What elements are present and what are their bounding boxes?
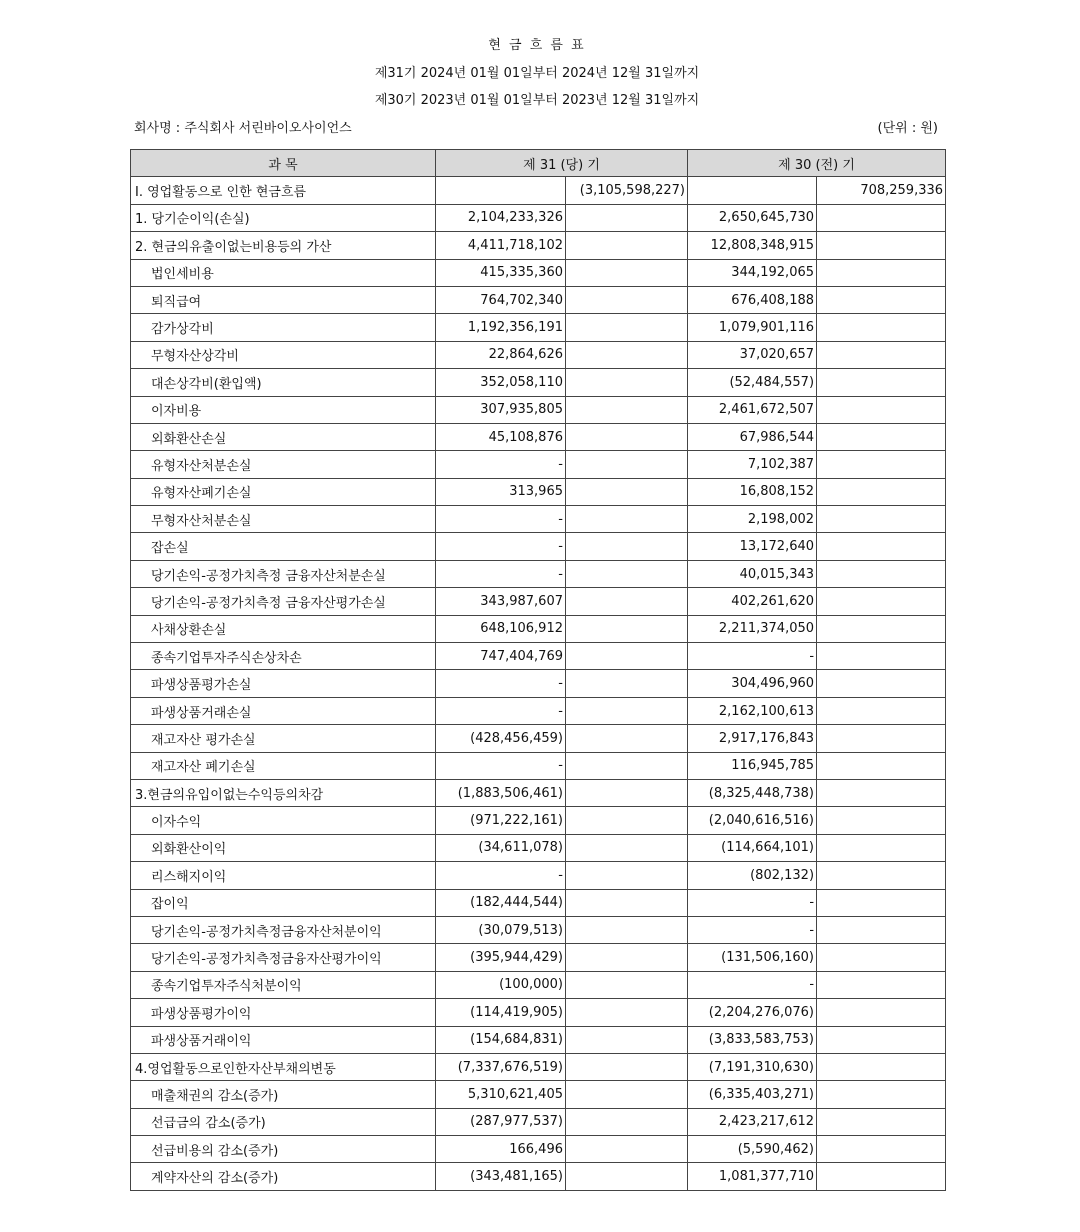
prior-total-amount-cell: 708,259,336: [817, 177, 946, 204]
prior-detail-amount-cell: 12,808,348,915: [688, 232, 817, 259]
table-row: [131, 1026, 946, 1053]
table-row: [131, 1136, 946, 1163]
table-row: [131, 999, 946, 1026]
prior-detail-amount-cell: (7,191,310,630): [688, 1053, 817, 1080]
table-row: [131, 1163, 946, 1190]
prior-detail-amount-cell: 37,020,657: [688, 341, 817, 368]
current-total-amount-cell: [566, 588, 688, 615]
current-total-amount-cell: [566, 1081, 688, 1108]
account-name-cell: 선급비용의 감소(증가): [131, 1136, 436, 1163]
current-total-amount-cell: [566, 506, 688, 533]
current-total-amount-cell: [566, 1136, 688, 1163]
account-name-cell: I. 영업활동으로 인한 현금흐름: [131, 177, 436, 204]
current-total-amount-cell: [566, 615, 688, 642]
table-row: [131, 834, 946, 861]
prior-detail-amount-cell: 7,102,387: [688, 451, 817, 478]
prior-total-amount-cell: [817, 478, 946, 505]
prior-detail-amount-cell: 40,015,343: [688, 560, 817, 587]
current-detail-amount-cell: (428,456,459): [436, 725, 566, 752]
current-total-amount-cell: [566, 889, 688, 916]
prior-total-amount-cell: [817, 643, 946, 670]
statement-title: 현 금 흐 름 표: [488, 38, 586, 53]
account-name-cell: 감가상각비: [131, 314, 436, 341]
current-total-amount-cell: [566, 862, 688, 889]
account-name-cell: 당기손익-공정가치측정금융자산처분이익: [131, 916, 436, 943]
current-detail-amount-cell: 764,702,340: [436, 286, 566, 313]
current-detail-amount-cell: 4,411,718,102: [436, 232, 566, 259]
column-header-prior-period: 제 30 (전) 기: [688, 150, 946, 177]
prior-detail-amount-cell: 2,917,176,843: [688, 725, 817, 752]
prior-detail-amount-cell: (52,484,557): [688, 369, 817, 396]
prior-total-amount-cell: [817, 423, 946, 450]
table-row: [131, 725, 946, 752]
current-total-amount-cell: [566, 396, 688, 423]
account-name-cell: 사채상환손실: [131, 615, 436, 642]
table-row: [131, 1108, 946, 1135]
current-total-amount-cell: [566, 1053, 688, 1080]
table-body: [131, 177, 946, 1190]
table-row: [131, 1053, 946, 1080]
prior-total-amount-cell: [817, 999, 946, 1026]
current-total-amount-cell: [566, 971, 688, 998]
prior-detail-amount-cell: 2,461,672,507: [688, 396, 817, 423]
table-row: [131, 369, 946, 396]
prior-detail-amount-cell: 16,808,152: [688, 478, 817, 505]
account-name-cell: 잡이익: [131, 889, 436, 916]
prior-detail-amount-cell: 13,172,640: [688, 533, 817, 560]
current-total-amount-cell: [566, 916, 688, 943]
account-name-cell: 4.영업활동으로인한자산부채의변동: [131, 1053, 436, 1080]
table-header-row: [131, 150, 946, 177]
prior-detail-amount-cell: (3,833,583,753): [688, 1026, 817, 1053]
current-total-amount-cell: [566, 670, 688, 697]
period-current: 제31기 2024년 01월 01일부터 2024년 12월 31일까지: [374, 66, 700, 81]
prior-total-amount-cell: [817, 314, 946, 341]
table-row: [131, 560, 946, 587]
prior-detail-amount-cell: -: [688, 889, 817, 916]
prior-total-amount-cell: [817, 396, 946, 423]
prior-total-amount-cell: [817, 259, 946, 286]
table-row: [131, 314, 946, 341]
column-header-current-period: 제 31 (당) 기: [436, 150, 688, 177]
prior-detail-amount-cell: 402,261,620: [688, 588, 817, 615]
current-detail-amount-cell: -: [436, 670, 566, 697]
current-detail-amount-cell: 747,404,769: [436, 643, 566, 670]
current-total-amount-cell: [566, 232, 688, 259]
current-detail-amount-cell: -: [436, 752, 566, 779]
column-header-account: 과 목: [131, 150, 436, 177]
current-detail-amount-cell: (7,337,676,519): [436, 1053, 566, 1080]
current-total-amount-cell: [566, 478, 688, 505]
prior-detail-amount-cell: -: [688, 643, 817, 670]
current-total-amount-cell: [566, 999, 688, 1026]
table-row: [131, 862, 946, 889]
current-total-amount-cell: [566, 451, 688, 478]
company-name: 회사명 : 주식회사 서린바이오사이언스: [134, 121, 352, 136]
account-name-cell: 유형자산처분손실: [131, 451, 436, 478]
current-detail-amount-cell: -: [436, 506, 566, 533]
current-total-amount-cell: [566, 204, 688, 231]
prior-total-amount-cell: [817, 752, 946, 779]
table-row: [131, 177, 946, 204]
prior-detail-amount-cell: (114,664,101): [688, 834, 817, 861]
prior-total-amount-cell: [817, 588, 946, 615]
prior-detail-amount-cell: 676,408,188: [688, 286, 817, 313]
current-total-amount-cell: [566, 807, 688, 834]
period-prior: 제30기 2023년 01월 01일부터 2023년 12월 31일까지: [374, 93, 700, 108]
current-total-amount-cell: [566, 533, 688, 560]
current-detail-amount-cell: 313,965: [436, 478, 566, 505]
current-total-amount-cell: [566, 643, 688, 670]
table-row: [131, 588, 946, 615]
account-name-cell: 계약자산의 감소(증가): [131, 1163, 436, 1190]
account-name-cell: 1. 당기순이익(손실): [131, 204, 436, 231]
prior-total-amount-cell: [817, 506, 946, 533]
account-name-cell: 파생상품평가이익: [131, 999, 436, 1026]
account-name-cell: 매출채권의 감소(증가): [131, 1081, 436, 1108]
table-row: [131, 1081, 946, 1108]
table-row: [131, 916, 946, 943]
current-detail-amount-cell: (1,883,506,461): [436, 779, 566, 806]
prior-total-amount-cell: [817, 451, 946, 478]
current-detail-amount-cell: 166,496: [436, 1136, 566, 1163]
account-name-cell: 재고자산 폐기손실: [131, 752, 436, 779]
prior-total-amount-cell: [817, 1053, 946, 1080]
table-row: [131, 615, 946, 642]
current-detail-amount-cell: (343,481,165): [436, 1163, 566, 1190]
current-detail-amount-cell: 5,310,621,405: [436, 1081, 566, 1108]
prior-total-amount-cell: [817, 1136, 946, 1163]
prior-detail-amount-cell: -: [688, 916, 817, 943]
current-total-amount-cell: [566, 752, 688, 779]
prior-total-amount-cell: [817, 834, 946, 861]
prior-total-amount-cell: [817, 697, 946, 724]
current-detail-amount-cell: (287,977,537): [436, 1108, 566, 1135]
current-detail-amount-cell: 352,058,110: [436, 369, 566, 396]
table-row: [131, 396, 946, 423]
table-row: [131, 779, 946, 806]
prior-detail-amount-cell: (8,325,448,738): [688, 779, 817, 806]
current-detail-amount-cell: (30,079,513): [436, 916, 566, 943]
prior-total-amount-cell: [817, 670, 946, 697]
prior-detail-amount-cell: 2,423,217,612: [688, 1108, 817, 1135]
current-detail-amount-cell: 45,108,876: [436, 423, 566, 450]
prior-detail-amount-cell: 344,192,065: [688, 259, 817, 286]
current-detail-amount-cell: 648,106,912: [436, 615, 566, 642]
current-detail-amount-cell: (114,419,905): [436, 999, 566, 1026]
prior-total-amount-cell: [817, 944, 946, 971]
table-row: [131, 971, 946, 998]
current-total-amount-cell: [566, 286, 688, 313]
prior-detail-amount-cell: 1,081,377,710: [688, 1163, 817, 1190]
prior-total-amount-cell: [817, 725, 946, 752]
table-row: [131, 478, 946, 505]
account-name-cell: 종속기업투자주식처분이익: [131, 971, 436, 998]
table-row: [131, 807, 946, 834]
prior-total-amount-cell: [817, 341, 946, 368]
account-name-cell: 퇴직급여: [131, 286, 436, 313]
account-name-cell: 당기손익-공정가치측정 금융자산평가손실: [131, 588, 436, 615]
account-name-cell: 외화환산이익: [131, 834, 436, 861]
account-name-cell: 파생상품거래이익: [131, 1026, 436, 1053]
current-detail-amount-cell: (34,611,078): [436, 834, 566, 861]
cash-flow-table: [130, 149, 946, 1191]
account-name-cell: 파생상품거래손실: [131, 697, 436, 724]
account-name-cell: 파생상품평가손실: [131, 670, 436, 697]
prior-detail-amount-cell: 2,211,374,050: [688, 615, 817, 642]
table-row: [131, 286, 946, 313]
prior-total-amount-cell: [817, 779, 946, 806]
current-total-amount-cell: [566, 369, 688, 396]
current-detail-amount-cell: 1,192,356,191: [436, 314, 566, 341]
prior-detail-amount-cell: (5,590,462): [688, 1136, 817, 1163]
prior-detail-amount-cell: (802,132): [688, 862, 817, 889]
prior-total-amount-cell: [817, 916, 946, 943]
current-total-amount-cell: (3,105,598,227): [566, 177, 688, 204]
account-name-cell: 외화환산손실: [131, 423, 436, 450]
account-name-cell: 무형자산처분손실: [131, 506, 436, 533]
prior-total-amount-cell: [817, 533, 946, 560]
current-detail-amount-cell: 343,987,607: [436, 588, 566, 615]
account-name-cell: 재고자산 평가손실: [131, 725, 436, 752]
account-name-cell: 종속기업투자주식손상차손: [131, 643, 436, 670]
current-total-amount-cell: [566, 779, 688, 806]
table-row: [131, 341, 946, 368]
prior-detail-amount-cell: 2,198,002: [688, 506, 817, 533]
current-total-amount-cell: [566, 423, 688, 450]
prior-detail-amount-cell: (131,506,160): [688, 944, 817, 971]
current-total-amount-cell: [566, 834, 688, 861]
current-detail-amount-cell: [436, 177, 566, 204]
current-detail-amount-cell: -: [436, 451, 566, 478]
table-row: [131, 752, 946, 779]
current-total-amount-cell: [566, 259, 688, 286]
prior-detail-amount-cell: (6,335,403,271): [688, 1081, 817, 1108]
account-name-cell: 리스해지이익: [131, 862, 436, 889]
current-total-amount-cell: [566, 725, 688, 752]
prior-detail-amount-cell: [688, 177, 817, 204]
account-name-cell: 무형자산상각비: [131, 341, 436, 368]
table-row: [131, 259, 946, 286]
prior-total-amount-cell: [817, 1026, 946, 1053]
current-detail-amount-cell: -: [436, 533, 566, 560]
table-row: [131, 697, 946, 724]
prior-detail-amount-cell: 2,650,645,730: [688, 204, 817, 231]
current-total-amount-cell: [566, 697, 688, 724]
current-detail-amount-cell: -: [436, 862, 566, 889]
prior-detail-amount-cell: -: [688, 971, 817, 998]
prior-detail-amount-cell: (2,204,276,076): [688, 999, 817, 1026]
prior-total-amount-cell: [817, 204, 946, 231]
currency-unit: (단위 : 원): [877, 121, 938, 136]
current-total-amount-cell: [566, 314, 688, 341]
current-detail-amount-cell: 22,864,626: [436, 341, 566, 368]
account-name-cell: 당기손익-공정가치측정금융자산평가이익: [131, 944, 436, 971]
prior-total-amount-cell: [817, 971, 946, 998]
account-name-cell: 잡손실: [131, 533, 436, 560]
account-name-cell: 대손상각비(환입액): [131, 369, 436, 396]
current-total-amount-cell: [566, 1026, 688, 1053]
prior-total-amount-cell: [817, 286, 946, 313]
current-detail-amount-cell: 415,335,360: [436, 259, 566, 286]
prior-detail-amount-cell: 116,945,785: [688, 752, 817, 779]
prior-total-amount-cell: [817, 862, 946, 889]
table-row: [131, 889, 946, 916]
prior-total-amount-cell: [817, 232, 946, 259]
current-detail-amount-cell: -: [436, 697, 566, 724]
current-detail-amount-cell: (154,684,831): [436, 1026, 566, 1053]
prior-total-amount-cell: [817, 615, 946, 642]
prior-detail-amount-cell: (2,040,616,516): [688, 807, 817, 834]
current-detail-amount-cell: (182,444,544): [436, 889, 566, 916]
table-row: [131, 423, 946, 450]
table-row: [131, 204, 946, 231]
prior-total-amount-cell: [817, 369, 946, 396]
prior-total-amount-cell: [817, 807, 946, 834]
current-detail-amount-cell: -: [436, 560, 566, 587]
account-name-cell: 당기손익-공정가치측정 금융자산처분손실: [131, 560, 436, 587]
table-row: [131, 533, 946, 560]
account-name-cell: 이자비용: [131, 396, 436, 423]
prior-total-amount-cell: [817, 889, 946, 916]
table-row: [131, 506, 946, 533]
account-name-cell: 선급금의 감소(증가): [131, 1108, 436, 1135]
prior-total-amount-cell: [817, 1163, 946, 1190]
account-name-cell: 유형자산폐기손실: [131, 478, 436, 505]
current-detail-amount-cell: (100,000): [436, 971, 566, 998]
prior-total-amount-cell: [817, 1081, 946, 1108]
prior-detail-amount-cell: 304,496,960: [688, 670, 817, 697]
prior-detail-amount-cell: 67,986,544: [688, 423, 817, 450]
account-name-cell: 이자수익: [131, 807, 436, 834]
current-total-amount-cell: [566, 560, 688, 587]
table-row: [131, 451, 946, 478]
prior-total-amount-cell: [817, 1108, 946, 1135]
account-name-cell: 법인세비용: [131, 259, 436, 286]
account-name-cell: 3.현금의유입이없는수익등의차감: [131, 779, 436, 806]
current-detail-amount-cell: 307,935,805: [436, 396, 566, 423]
current-total-amount-cell: [566, 1108, 688, 1135]
current-detail-amount-cell: (971,222,161): [436, 807, 566, 834]
table-row: [131, 232, 946, 259]
prior-total-amount-cell: [817, 560, 946, 587]
current-total-amount-cell: [566, 944, 688, 971]
current-total-amount-cell: [566, 341, 688, 368]
account-name-cell: 2. 현금의유출이없는비용등의 가산: [131, 232, 436, 259]
prior-detail-amount-cell: 2,162,100,613: [688, 697, 817, 724]
table-row: [131, 643, 946, 670]
current-total-amount-cell: [566, 1163, 688, 1190]
current-detail-amount-cell: 2,104,233,326: [436, 204, 566, 231]
table-row: [131, 670, 946, 697]
prior-detail-amount-cell: 1,079,901,116: [688, 314, 817, 341]
current-detail-amount-cell: (395,944,429): [436, 944, 566, 971]
table-row: [131, 944, 946, 971]
